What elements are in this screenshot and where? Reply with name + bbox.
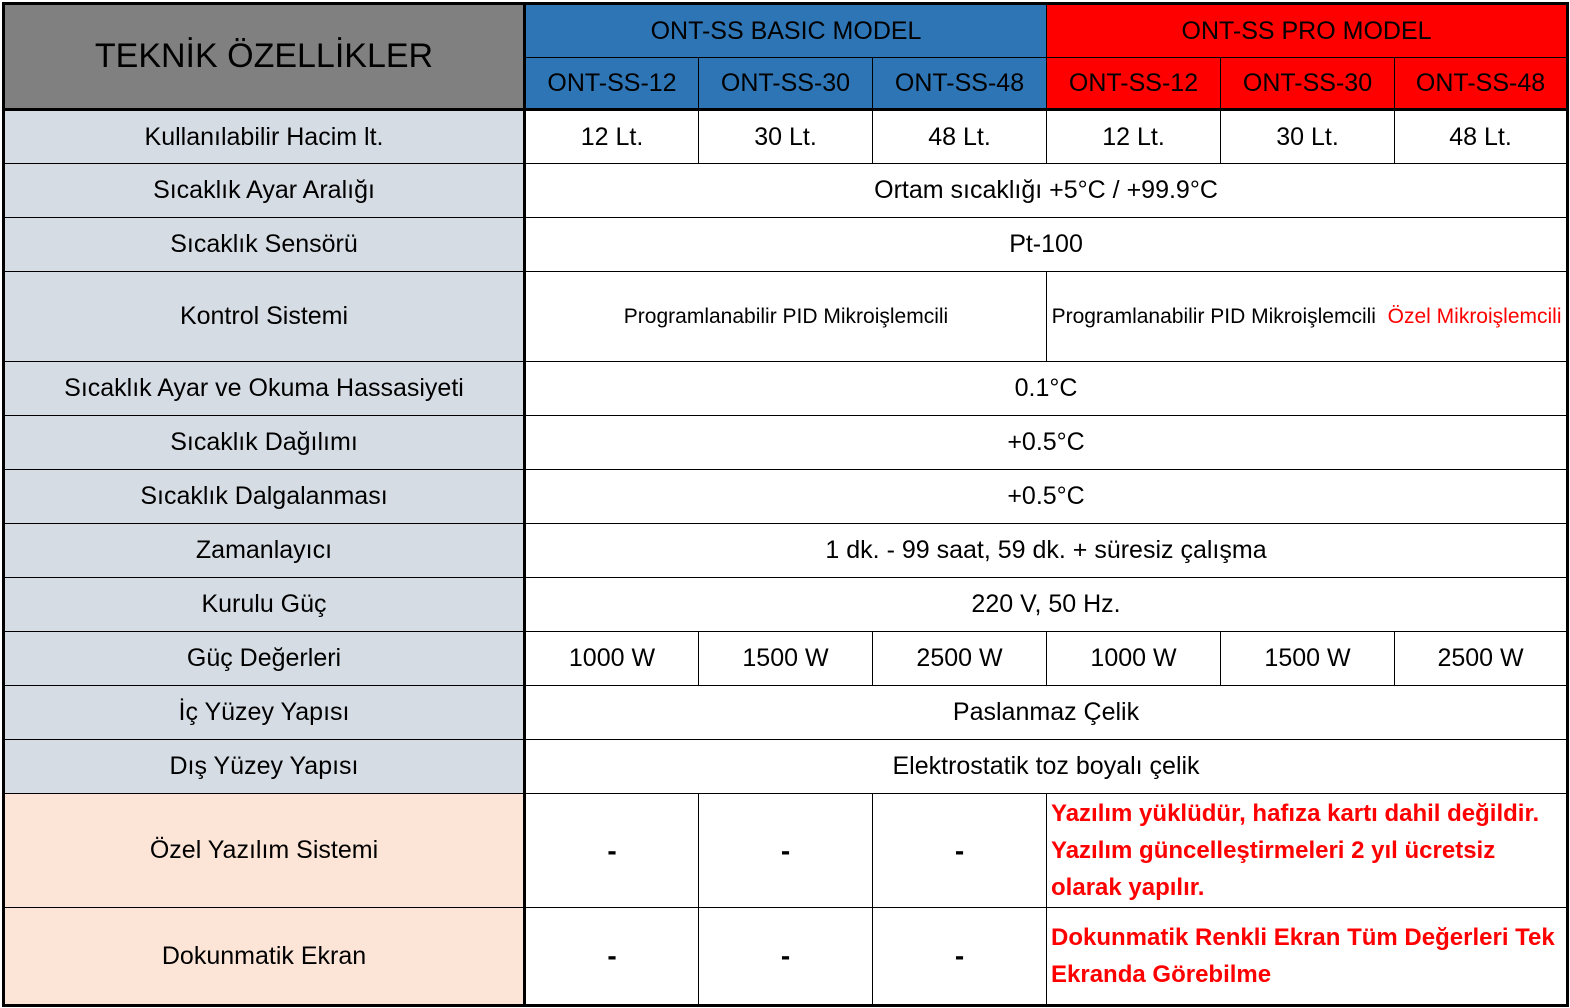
cell-value: +0.5°C — [525, 416, 1568, 470]
basic-group-header: ONT-SS BASIC MODEL — [525, 4, 1047, 58]
cell-value: 48 Lt. — [1395, 110, 1568, 164]
cell-value: Paslanmaz Çelik — [525, 686, 1568, 740]
model-header: ONT-SS-30 — [699, 58, 873, 110]
model-header: ONT-SS-48 — [873, 58, 1047, 110]
table-row — [4, 272, 1568, 362]
row-label: Özel Yazılım Sistemi — [4, 794, 525, 908]
model-header: ONT-SS-12 — [525, 58, 699, 110]
cell-value: 1500 W — [1221, 632, 1395, 686]
cell-value: Programlanabilir PID Mikroişlemcili — [525, 272, 1047, 362]
cell-value: 2500 W — [1395, 632, 1568, 686]
cell-value-pro — [1047, 272, 1568, 362]
row-label: Dış Yüzey Yapısı — [4, 740, 525, 794]
cell-value: 1000 W — [525, 632, 699, 686]
table-row — [4, 164, 1568, 218]
cell-value: Elektrostatik toz boyalı çelik — [525, 740, 1568, 794]
cell-value: - — [873, 794, 1047, 908]
cell-value: +0.5°C — [525, 470, 1568, 524]
row-label: Sıcaklık Ayar Aralığı — [4, 164, 525, 218]
cell-value: Pt-100 — [525, 218, 1568, 272]
cell-value: 1 dk. - 99 saat, 59 dk. + süresiz çalışma — [525, 524, 1568, 578]
row-label: Sıcaklık Sensörü — [4, 218, 525, 272]
row-label: Sıcaklık Dağılımı — [4, 416, 525, 470]
table-row — [4, 470, 1568, 524]
table-row — [4, 740, 1568, 794]
cell-value: - — [699, 794, 873, 908]
cell-value: - — [525, 908, 699, 1006]
software-pro-text: Yazılım yüklüdür, hafıza kartı dahil değildir. Yazılım güncelleştirmeleri 2 yıl ücretsiz olarak yapılır. — [1047, 794, 1568, 908]
cell-value: 48 Lt. — [873, 110, 1047, 164]
cell-value: 220 V, 50 Hz. — [525, 578, 1568, 632]
spec-table — [2, 2, 1569, 1007]
cell-value: 30 Lt. — [699, 110, 873, 164]
table-row — [4, 632, 1568, 686]
model-header: ONT-SS-12 — [1047, 58, 1221, 110]
cell-value: - — [873, 908, 1047, 1006]
pro-group-header: ONT-SS PRO MODEL — [1047, 4, 1568, 58]
model-header: ONT-SS-48 — [1395, 58, 1568, 110]
row-label: Zamanlayıcı — [4, 524, 525, 578]
cell-value: - — [525, 794, 699, 908]
cell-value: 12 Lt. — [525, 110, 699, 164]
table-row — [4, 416, 1568, 470]
table-row — [4, 110, 1568, 164]
cell-value: 30 Lt. — [1221, 110, 1395, 164]
table-row — [4, 578, 1568, 632]
row-label: Sıcaklık Ayar ve Okuma Hassasiyeti — [4, 362, 525, 416]
table-row — [4, 524, 1568, 578]
cell-value: Ortam sıcaklığı +5°C / +99.9°C — [525, 164, 1568, 218]
model-header: ONT-SS-30 — [1221, 58, 1395, 110]
row-label: Sıcaklık Dalgalanması — [4, 470, 525, 524]
cell-value: 1000 W — [1047, 632, 1221, 686]
table-row — [4, 794, 1568, 908]
table-title: TEKNİK ÖZELLİKLER — [4, 4, 525, 110]
row-label: Güç Değerleri — [4, 632, 525, 686]
cell-value: 12 Lt. — [1047, 110, 1221, 164]
row-label: Kullanılabilir Hacim lt. — [4, 110, 525, 164]
control-pro-extra: Özel Mikroişlemcili — [1387, 304, 1562, 328]
row-label: Dokunmatik Ekran — [4, 908, 525, 1006]
touch-pro-text: Dokunmatik Renkli Ekran Tüm Değerleri Tek Ekranda Görebilme — [1047, 908, 1568, 1006]
cell-value: - — [699, 908, 873, 1006]
table-row — [4, 362, 1568, 416]
row-label: Kontrol Sistemi — [4, 272, 525, 362]
row-label: Kurulu Güç — [4, 578, 525, 632]
cell-value: 0.1°C — [525, 362, 1568, 416]
table-row — [4, 686, 1568, 740]
cell-value: 2500 W — [873, 632, 1047, 686]
table-row — [4, 218, 1568, 272]
row-label: İç Yüzey Yapısı — [4, 686, 525, 740]
table-row — [4, 908, 1568, 1006]
control-pro-text: Programlanabilir PID Mikroişlemcili — [1051, 304, 1376, 328]
cell-value: 1500 W — [699, 632, 873, 686]
